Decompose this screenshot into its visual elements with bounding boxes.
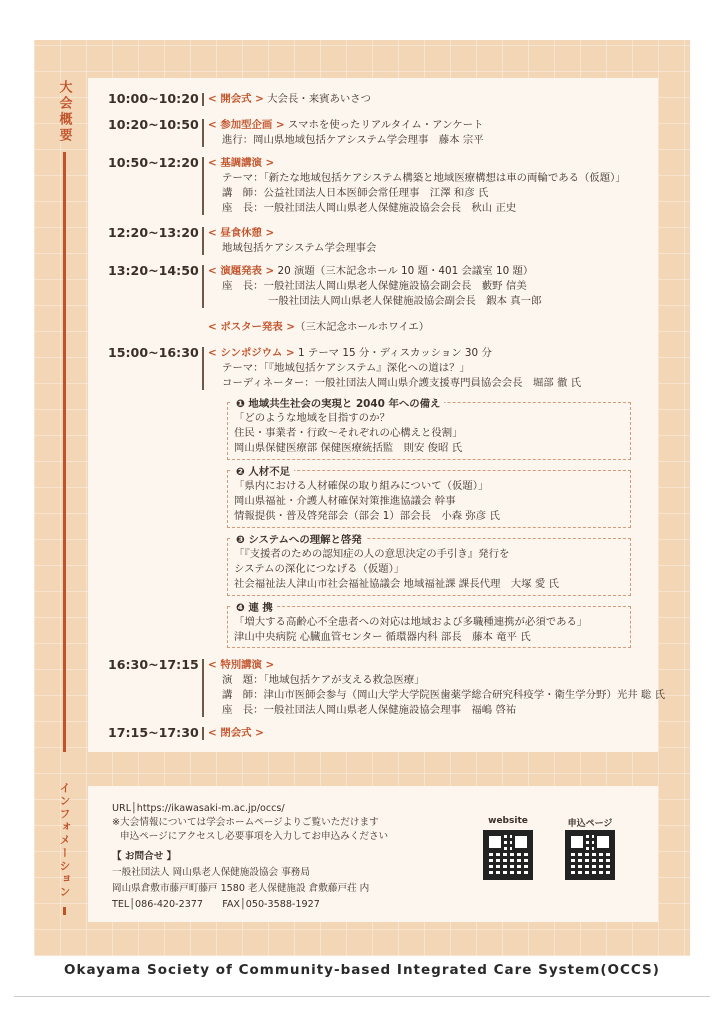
session-text: コーディネーター：一般社団法人岡山県介護支援専門員協会会長 堀部 徹 氏 (222, 377, 582, 389)
session-text: 座 長：一般社団法人岡山県老人保健施設協会理事 福嶋 啓祐 (222, 704, 517, 716)
footer-org-name: Okayama Society of Community-based Integrated Care System(OCCS) (64, 962, 660, 978)
session-text: テーマ：「『地域包括ケアシステム』深化への道は？」 (222, 362, 470, 374)
symposium-topic-line: 「どのような地域を目指すのか？ (234, 412, 390, 424)
session-text: 地域包括ケアシステム学会理事会 (222, 242, 377, 254)
schedule-separator (202, 157, 204, 215)
symposium-topic-body (234, 547, 559, 592)
symposium-topic-title: ❷ 人材不足 (232, 463, 294, 478)
session-tag: < ポスター発表 > (208, 321, 295, 333)
schedule-time: 17:15~17:30 (108, 725, 199, 740)
symposium-topic-line: 住民・事業者・行政～それぞれの心構えと役割」 (234, 427, 463, 439)
info-heading: インフォメーション (58, 782, 71, 899)
session-text: 一般社団法人岡山県老人保健施設協会副会長 鍜本 真一郎 (268, 295, 542, 307)
schedule-line (208, 241, 648, 256)
schedule-content (208, 264, 648, 309)
session-tag: < 特別講演 > (208, 659, 275, 671)
schedule-line (208, 156, 648, 171)
schedule-content (208, 658, 666, 718)
schedule-line (208, 92, 648, 107)
schedule-line (208, 320, 648, 335)
side-label-info (53, 782, 75, 915)
schedule-line (208, 279, 648, 294)
session-text: （三木記念ホールホワイエ） (295, 321, 430, 333)
schedule-line (208, 133, 648, 148)
session-text: 講 師：公益社団法人日本医師会常任理事 江澤 和彦 氏 (222, 187, 489, 199)
session-text: 20 演題（三木記念ホール 10 題・401 会議室 10 題） (274, 265, 534, 277)
schedule-separator (202, 659, 204, 717)
symposium-topic-box (227, 398, 631, 460)
schedule-separator (202, 347, 204, 390)
schedule-separator (202, 265, 204, 308)
symposium-topic-body (234, 411, 463, 456)
schedule-separator (202, 727, 204, 740)
qr-apply-icon[interactable] (565, 830, 615, 880)
schedule-separator (202, 227, 204, 255)
schedule-line (208, 294, 648, 309)
schedule-line (208, 658, 648, 673)
info-bar (63, 907, 66, 915)
schedule-line (208, 186, 648, 201)
symposium-topic-line: 社会福祉法人津山市社会福祉協議会 地域福祉課 課長代理 大塚 愛 氏 (234, 578, 559, 590)
info-note-1: ※大会情報については学会ホームページよりご覧いただけます (112, 817, 379, 828)
schedule-time: 10:20~10:50 (108, 117, 199, 132)
symposium-topic-line: 「県内における人材確保の取り組みについて（仮題）」 (234, 480, 489, 492)
session-tag: < 演題発表 > (208, 265, 275, 277)
side-label-program (53, 80, 75, 752)
symposium-topic-line: 岡山県福祉・介護人材確保対策推進協議会 幹事 (234, 495, 456, 507)
program-bar (63, 152, 66, 752)
contact-org: 一般社団法人 岡山県老人保健施設協会 事務局 (112, 867, 310, 878)
symposium-topic-line: 津山中央病院 心臓血管センター 循環器内科 部長 藤本 竜平 氏 (234, 631, 531, 643)
schedule-line (208, 264, 648, 279)
session-tag: < 昼食休憩 > (208, 227, 275, 239)
contact-heading: 【 お問合せ 】 (112, 851, 177, 862)
session-tag: < 参加型企画 > (208, 119, 285, 131)
session-text: 講 師：津山市医師会参与（岡山大学大学院医歯薬学総合研究科疫学・衛生学分野）光井 聡 氏 (222, 689, 666, 701)
symposium-topic-title: ❸ システムへの理解と啓発 (232, 531, 366, 546)
session-text: テーマ：「新たな地域包括ケアシステム構築と地域医療構想は車の両輪である（仮題）」 (222, 172, 626, 184)
schedule-time: 12:20~13:20 (108, 225, 199, 240)
session-tag: < 開会式 > (208, 93, 264, 105)
symposium-topic-title: ❶ 地域共生社会の実現と 2040 年への備え (232, 395, 444, 410)
contact-tel-fax: TEL│086-420-2377 FAX│050-3588-1927 (112, 899, 320, 910)
qr-website-label: website (488, 816, 528, 826)
symposium-topic-body (234, 479, 500, 524)
footer-divider (14, 996, 710, 997)
symposium-topic-title: ❹ 連 携 (232, 599, 277, 614)
symposium-topic-line: 「『支援者のための認知症の人の意思決定の手引き』発行を (234, 548, 510, 560)
schedule-line (208, 673, 648, 688)
symposium-topic-body (234, 615, 587, 645)
schedule-line (208, 376, 648, 391)
schedule-line (208, 703, 648, 718)
session-text: 進行：岡山県地域包括ケアシステム学会理事 藤本 宗平 (222, 134, 484, 146)
symposium-topic-line: 岡山県保健医療部 保健医療統括監 則安 俊昭 氏 (234, 442, 463, 454)
session-text: スマホを使ったリアルタイム・アンケート (284, 119, 484, 131)
schedule-content (208, 320, 648, 335)
schedule-line (208, 346, 648, 361)
schedule-separator (202, 119, 204, 147)
schedule-time: 10:00~10:20 (108, 91, 199, 106)
symposium-topic-box (227, 466, 631, 528)
schedule-separator (202, 93, 204, 106)
session-tag: < 基調講演 > (208, 157, 275, 169)
program-heading: 大会概要 (56, 80, 72, 144)
schedule-content (208, 156, 648, 216)
schedule-line (208, 226, 648, 241)
schedule-content (208, 92, 648, 107)
qr-website-icon[interactable] (483, 830, 533, 880)
symposium-topic-box (227, 602, 631, 648)
schedule-time: 15:00~16:30 (108, 345, 199, 360)
contact-address: 岡山県倉敷市藤戸町藤戸 1580 老人保健施設 倉敷藤戸荘 内 (112, 883, 370, 894)
schedule-line (208, 361, 648, 376)
symposium-topic-box (227, 534, 631, 596)
session-text: 座 長：一般社団法人岡山県老人保健施設協会副会長 藪野 信美 (222, 280, 527, 292)
schedule-line (208, 688, 666, 703)
session-tag: < シンポジウム > (208, 347, 295, 359)
symposium-topic-line: システムの深化につなげる（仮題）」 (234, 563, 405, 575)
schedule-content (208, 226, 648, 256)
qr-apply-label: 申込ページ (567, 819, 613, 829)
session-text: 大会長・来賓あいさつ (263, 93, 372, 105)
schedule-content (208, 346, 648, 391)
schedule-time: 13:20~14:50 (108, 263, 199, 278)
schedule-line (208, 726, 648, 741)
schedule-line (208, 171, 648, 186)
schedule-time: 16:30~17:15 (108, 657, 199, 672)
session-text: 1 テーマ 15 分・ディスカッション 30 分 (294, 347, 492, 359)
symposium-topic-line: 「増大する高齢心不全患者への対応は地域および多職種連携が必須である」 (234, 616, 588, 628)
schedule-content (208, 118, 648, 148)
schedule-line (208, 118, 648, 133)
session-text: 演 題：「地域包括ケアが支える救急医療」 (222, 674, 425, 686)
symposium-topic-line: 情報提供・普及啓発部会（部会 1）部会長 小森 弥彦 氏 (234, 510, 500, 522)
schedule-content (208, 726, 648, 741)
info-note-2: 申込ページにアクセスし必要事項を入力してお申込みください (120, 831, 389, 842)
schedule-time: 10:50~12:20 (108, 155, 199, 170)
info-url[interactable]: URL│https://ikawasaki-m.ac.jp/occs/ (112, 803, 285, 814)
schedule-line (208, 201, 648, 216)
session-text: 座 長：一般社団法人岡山県老人保健施設協会会長 秋山 正史 (222, 202, 517, 214)
session-tag: < 閉会式 > (208, 727, 264, 739)
